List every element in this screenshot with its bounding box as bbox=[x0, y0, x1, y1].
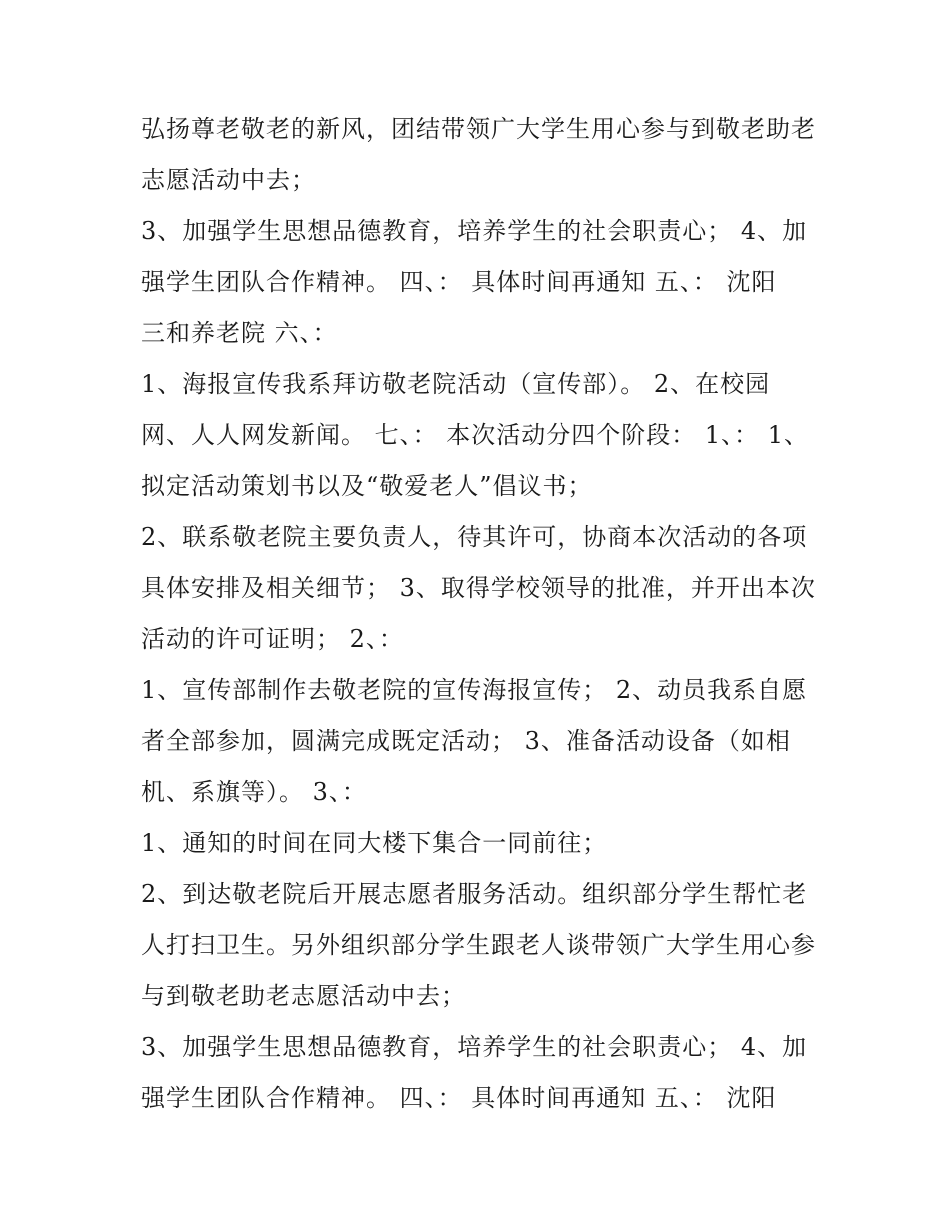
text-line: 网、人人网发新闻。 七、： 本次活动分四个阶段： 1、： 1、 bbox=[141, 421, 810, 449]
text-line: 志愿活动中去； bbox=[141, 166, 316, 194]
text-line: 2、到达敬老院后开展志愿者服务活动。组织部分学生帮忙老 bbox=[141, 880, 808, 908]
text-line: 弘扬尊老敬老的新风，团结带领广大学生用心参与到敬老助老 bbox=[141, 115, 816, 143]
text-line: 活动的许可证明； 2、： bbox=[141, 625, 404, 653]
text-line: 三和养老院 六、： bbox=[141, 319, 338, 347]
document-body bbox=[141, 104, 831, 1124]
text-line: 强学生团队合作精神。 四、： 具体时间再通知 五、： 沈阳 bbox=[141, 1084, 777, 1112]
text-line: 者全部参加，圆满完成既定活动； 3、准备活动设备（如相 bbox=[141, 727, 791, 755]
text-line: 拟定活动策划书以及“敬爱老人”倡议书； bbox=[141, 472, 593, 500]
text-line: 1、通知的时间在同大楼下集合一同前往； bbox=[141, 829, 608, 857]
text-line: 3、加强学生思想品德教育，培养学生的社会职责心； 4、加 bbox=[141, 1033, 808, 1061]
text-line: 1、宣传部制作去敬老院的宣传海报宣传； 2、动员我系自愿 bbox=[141, 676, 808, 704]
text-line: 具体安排及相关细节； 3、取得学校领导的批准，并开出本次 bbox=[141, 574, 816, 602]
text-line: 2、联系敬老院主要负责人，待其许可，协商本次活动的各项 bbox=[141, 523, 808, 551]
text-line: 与到敬老助老志愿活动中去； bbox=[141, 982, 466, 1010]
text-line: 强学生团队合作精神。 四、： 具体时间再通知 五、： 沈阳 bbox=[141, 268, 777, 296]
text-line: 机、系旗等）。 3、： bbox=[141, 778, 367, 806]
text-line: 人打扫卫生。另外组织部分学生跟老人谈带领广大学生用心参 bbox=[141, 931, 816, 959]
text-line: 1、海报宣传我系拜访敬老院活动（宣传部）。 2、在校园 bbox=[141, 370, 771, 398]
text-line: 3、加强学生思想品德教育，培养学生的社会职责心； 4、加 bbox=[141, 217, 808, 245]
